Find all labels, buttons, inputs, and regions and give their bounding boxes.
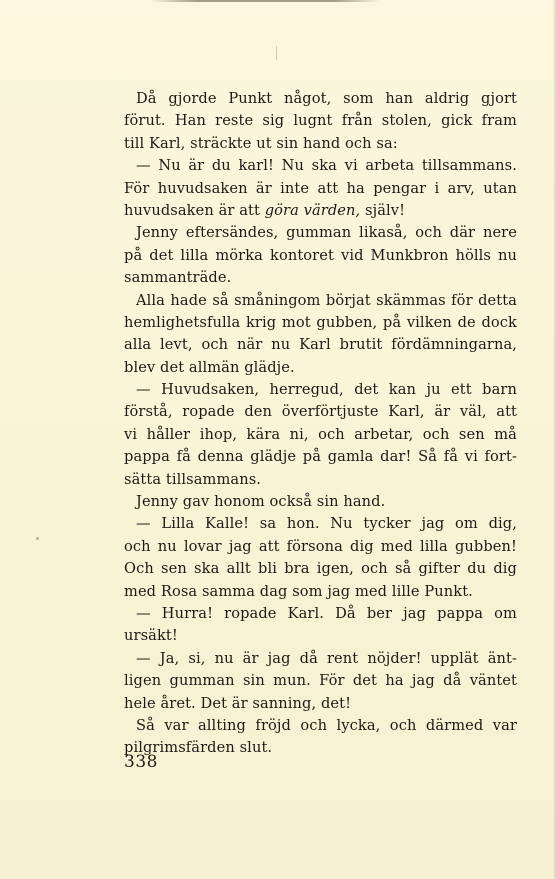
text-line: pappa få denna glädje på gamla dar! Så få vi fort- [124, 448, 517, 466]
page-number: 338 [124, 752, 158, 772]
body-text [124, 88, 517, 760]
text-line: pilgrimsfärden slut. [124, 739, 273, 757]
text-segment: huvudsaken är att [124, 201, 265, 219]
top-edge-mark [150, 0, 380, 2]
text-line: — Ja, si, nu är jag då rent nöjder! upplät änt- [136, 649, 517, 667]
text-line: ligen gumman sin mun. För det ha jag då väntet [124, 672, 517, 690]
text-segment: själv! [360, 201, 406, 219]
text-line: förut. Han reste sig lugnt från stolen, gick fram [124, 112, 517, 130]
italic-emphasis: göra värden, [264, 201, 361, 219]
text-line: Då gjorde Punkt något, som han aldrig gjort [136, 90, 517, 107]
paper-speck [276, 46, 277, 60]
text-line: — Huvudsaken, herregud, det kan ju ett barn [136, 381, 517, 399]
text-line: Alla hade så småningom börjat skämmas för detta [136, 291, 517, 309]
text-line: — Lilla Kalle! sa hon. Nu tycker jag om dig, [136, 515, 517, 533]
text-line: sätta tillsammans. [124, 470, 262, 488]
text-line: blev det allmän glädje. [124, 358, 295, 376]
text-line: förstå, ropade den överförtjuste Karl, är väl, att [124, 403, 517, 421]
text-line: Och sen ska allt bli bra igen, och så gifter du dig [124, 560, 517, 578]
text-line: på det lilla mörka kontoret vid Munkbron hölls nu [124, 246, 517, 264]
text-line: För huvudsaken är inte att ha pengar i arv, utan [124, 179, 517, 197]
text-line: vi håller ihop, kära ni, och arbetar, och sen må [124, 425, 517, 443]
text-line: ursäkt! [124, 627, 178, 645]
text-line: hele året. Det är sanning, det! [124, 694, 352, 712]
text-line: och nu lovar jag att försona dig med lilla gubben! [124, 537, 517, 555]
text-line: Jenny gav honom också sin hand. [136, 493, 386, 511]
paper-speck [36, 537, 39, 540]
text-line [124, 200, 517, 222]
text-line: Så var allting fröjd och lycka, och därmed var [136, 716, 517, 734]
text-line: med Rosa samma dag som jag med lille Punkt. [124, 582, 473, 600]
text-line: till Karl, sträckte ut sin hand och sa: [124, 134, 398, 152]
text-line: alla levt, och när nu Karl brutit fördämningarna, [124, 336, 517, 354]
text-line: sammanträde. [124, 269, 232, 287]
text-line: hemlighetsfulla krig mot gubben, på vilken de dock [124, 313, 517, 331]
text-line: Jenny eftersändes, gumman likaså, och där nere [136, 224, 517, 242]
text-line: — Hurra! ropade Karl. Då ber jag pappa om [136, 604, 517, 622]
text-line: — Nu är du karl! Nu ska vi arbeta tillsammans. [136, 157, 517, 175]
